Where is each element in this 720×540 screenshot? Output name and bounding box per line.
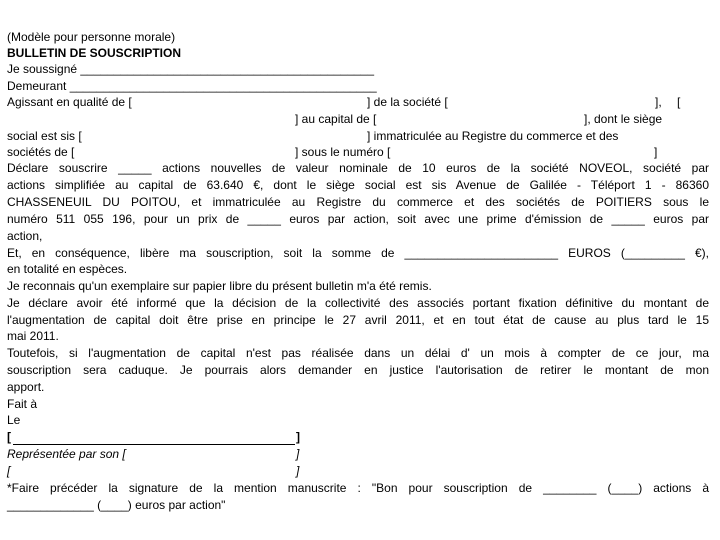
siege-label: ], dont le siège <box>584 112 663 126</box>
declaration-line: actions simplifiée au capital de 63.640 €, dont le siège social est sis Avenue de Galilée - Téléport 1 - 86360 <box>7 178 709 192</box>
informed-line: l'augmentation de capital doit être prise en principe le 27 avril 2011, et en tout état de cause au plus tard le 15 <box>7 313 709 327</box>
payment-line: Et, en conséquence, libère ma souscription, soit la somme de _______________________ EUROS (_________ €), <box>7 246 709 260</box>
capital-label: ] au capital de [ <box>295 112 377 126</box>
numero-close-bracket: ] <box>654 145 658 159</box>
name-open-bracket: [ <box>7 430 11 444</box>
model-note: (Modèle pour personne morale) <box>7 30 176 44</box>
caducity-line: Toutefois, si l'augmentation de capital n'est pas réalisée dans un délai d' un mois à compter de ce jour, ma <box>7 346 709 360</box>
soussigne-line: Je soussigné ____________________________________________ <box>7 62 375 76</box>
societe-label: ] de la société [ <box>367 95 448 109</box>
rep-name-open-bracket: [ <box>7 464 11 478</box>
document-title: BULLETIN DE SOUSCRIPTION <box>7 46 182 60</box>
informed-line: Je déclare avoir été informé que la décision de la collectivité des associés portant fixation définitive du montant de <box>7 296 709 310</box>
represented-label: Représentée par son [ <box>7 447 126 461</box>
name-underline <box>13 444 295 445</box>
rep-name-close-bracket: ] <box>296 464 300 478</box>
declaration-line: Déclare souscrire _____ actions nouvelles de valeur nominale de 10 euros de la société NOVEOL, société par <box>7 161 709 175</box>
represented-close-bracket: ] <box>296 447 300 461</box>
caducity-last-line: apport. <box>7 380 45 394</box>
fait-a-line: Fait à <box>7 397 38 411</box>
le-line: Le <box>7 413 21 427</box>
demeurant-line: Demeurant ______________________________________________ <box>7 79 377 93</box>
caducity-line: souscription sera caduque. Je pourrais alors demander en justice l'autorisation de retirer le montant de mon <box>7 363 709 377</box>
footnote-last-line: _____________ (____) euros par action" <box>7 498 226 512</box>
acknowledge-line: Je reconnais qu'un exemplaire sur papier libre du présent bulletin m'a été remis. <box>7 279 432 293</box>
societe-close-bracket: ], <box>655 95 662 109</box>
declaration-line: CHASSENEUIL DU POITOU, et immatriculée au Registre du commerce et des sociétés de POITIERS sous le <box>7 195 709 209</box>
declaration-line: numéro 511 055 196, pour un prix de _____ euros par action, soit avec une prime d'émission de _____ euros par <box>7 212 709 226</box>
name-close-bracket: ] <box>296 430 300 444</box>
immatriculee-label: ] immatriculée au Registre du commerce et des <box>367 129 619 143</box>
societes-label: sociétés de [ <box>7 145 75 159</box>
numero-label: ] sous le numéro [ <box>295 145 391 159</box>
declaration-last-line: action, <box>7 229 43 243</box>
social-label: social est sis [ <box>7 129 82 143</box>
informed-last-line: mai 2011. <box>7 329 59 343</box>
footnote-line: *Faire précéder la signature de la mention manuscrite : "Bon pour souscription de ________ (____) actions à <box>7 481 709 495</box>
open-bracket: [ <box>677 95 681 109</box>
payment-last-line: en totalité en espèces. <box>7 262 128 276</box>
qualite-label: Agissant en qualité de [ <box>7 95 132 109</box>
